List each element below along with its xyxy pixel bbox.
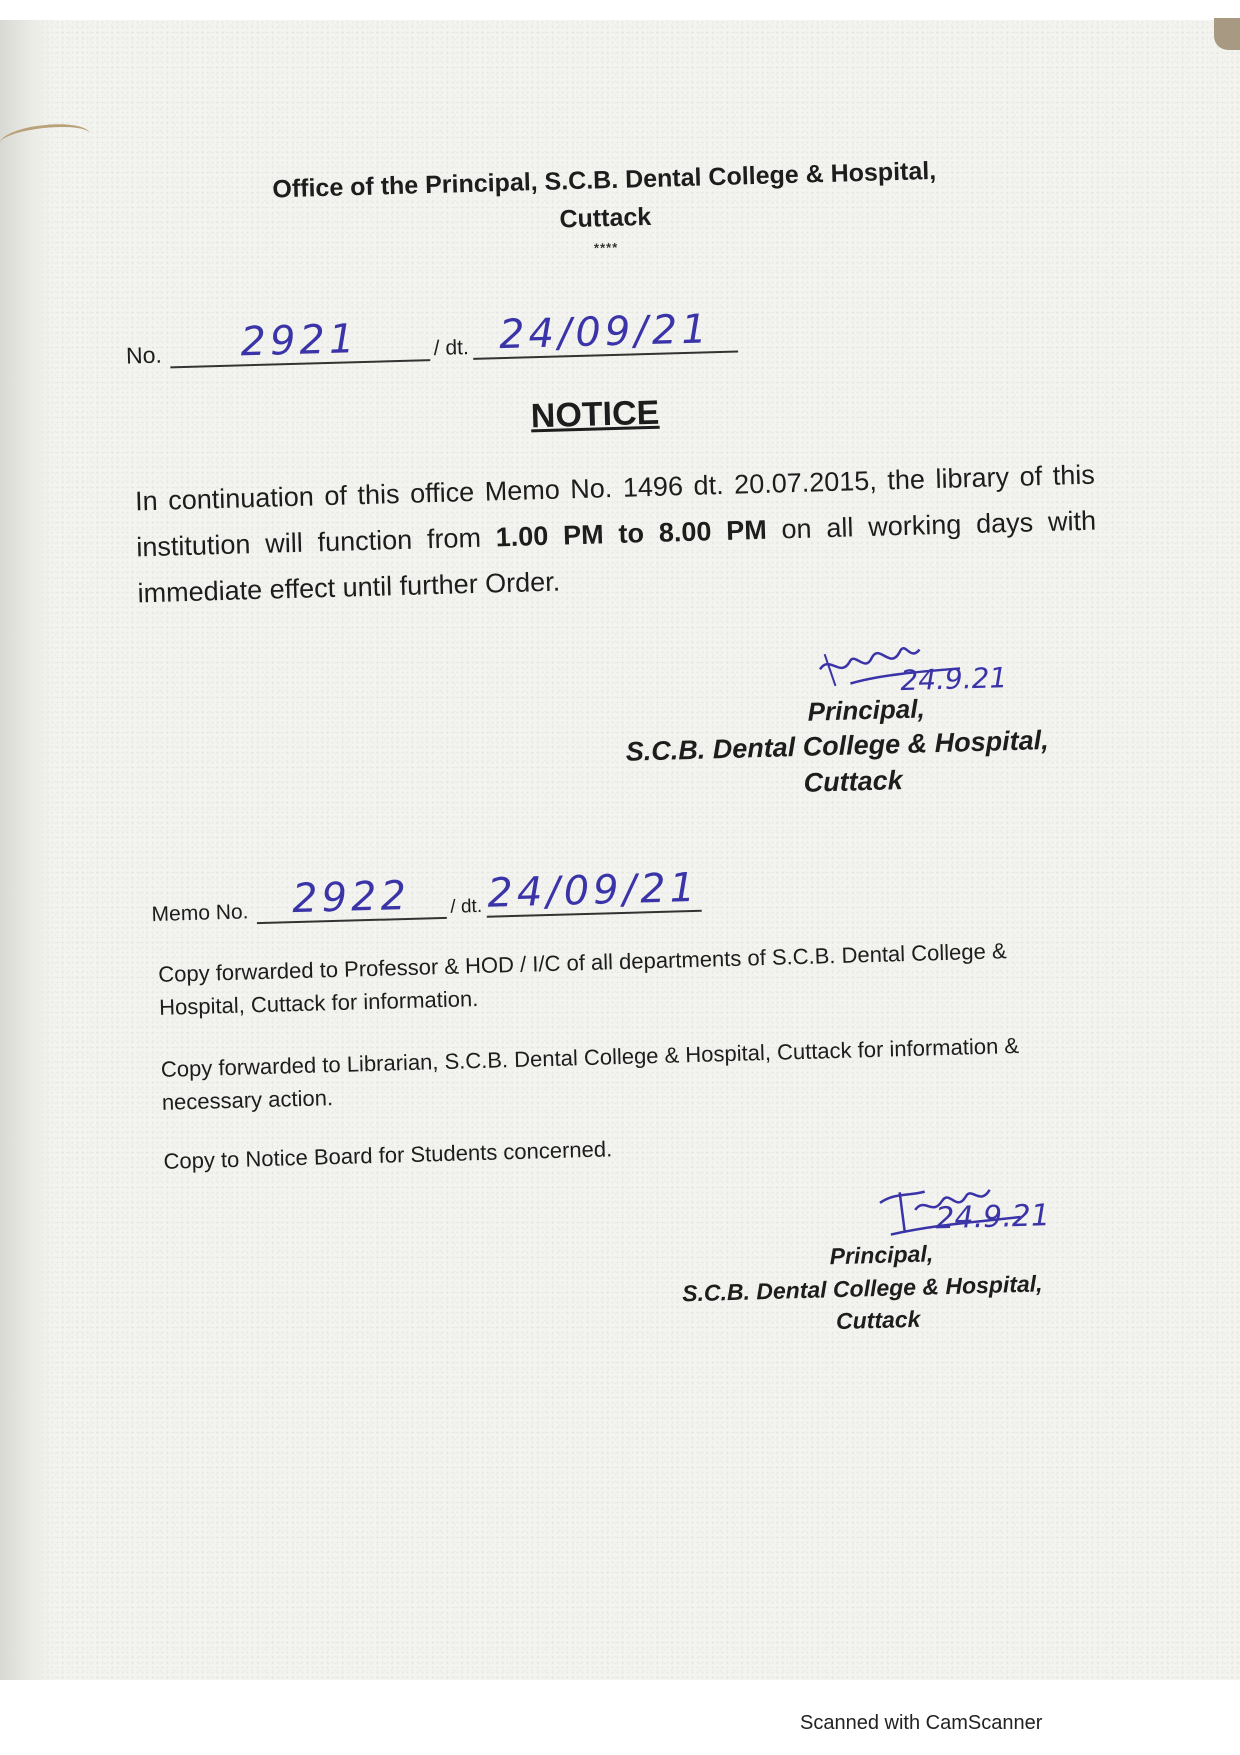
- memo-no-value: 2922: [256, 873, 447, 924]
- notice-hours: 1.00 PM to 8.00 PM: [495, 514, 768, 553]
- heading-separator: ****: [593, 239, 619, 256]
- signature-2-date: 24.9.21: [934, 1198, 1051, 1237]
- notice-text-after: on all working days with immediate effect until further Order.: [137, 505, 1097, 609]
- signature-block-2: [641, 1232, 1084, 1342]
- signature-2-org: S.C.B. Dental College & Hospital,: [681, 1270, 1043, 1307]
- copy-notice-board: Copy to Notice Board for Students concerned.: [163, 1136, 613, 1174]
- scanner-watermark: Scanned with CamScanner: [800, 1712, 1043, 1734]
- copy-forward-hod: Copy forwarded to Professor & HOD / I/C of all departments of S.C.B. Dental College & Hospital, Cuttack for information.: [157, 938, 1007, 1020]
- signature-1-org: S.C.B. Dental College & Hospital,: [625, 724, 1050, 767]
- reference-date-value: 24/09/21: [472, 307, 738, 360]
- signature-1-city: Cuttack: [803, 765, 904, 798]
- signature-1-title: Principal,: [807, 693, 926, 727]
- memo-line: [151, 866, 702, 927]
- memo-no-label: Memo No.: [151, 900, 249, 927]
- signature-2-city: Cuttack: [835, 1305, 921, 1335]
- memo-date-value: 24/09/21: [486, 864, 700, 917]
- signature-1-date: 24.9.21: [899, 661, 1008, 698]
- reference-date-label: / dt.: [433, 336, 470, 361]
- reference-line: [125, 307, 738, 370]
- reference-no-label: No.: [125, 341, 163, 369]
- notice-text-before: In continuation of this office Memo No. 1496 dt. 20.07.2015, the library of this institution will function from: [134, 459, 1096, 563]
- memo-date-label: / dt.: [450, 895, 483, 918]
- page-corner: [1214, 18, 1240, 50]
- notice-title: NOTICE: [530, 393, 660, 436]
- signature-2-title: Principal,: [829, 1240, 934, 1270]
- office-heading: Office of the Principal, S.C.B. Dental College & Hospital,: [272, 156, 937, 204]
- office-city: Cuttack: [559, 202, 652, 234]
- reference-no-value: 2921: [169, 315, 430, 368]
- copy-forward-librarian: Copy forwarded to Librarian, S.C.B. Dental College & Hospital, Cuttack for information & necessary action.: [160, 1032, 1020, 1115]
- signature-block-1: [596, 687, 1079, 806]
- notice-body: [134, 452, 1097, 617]
